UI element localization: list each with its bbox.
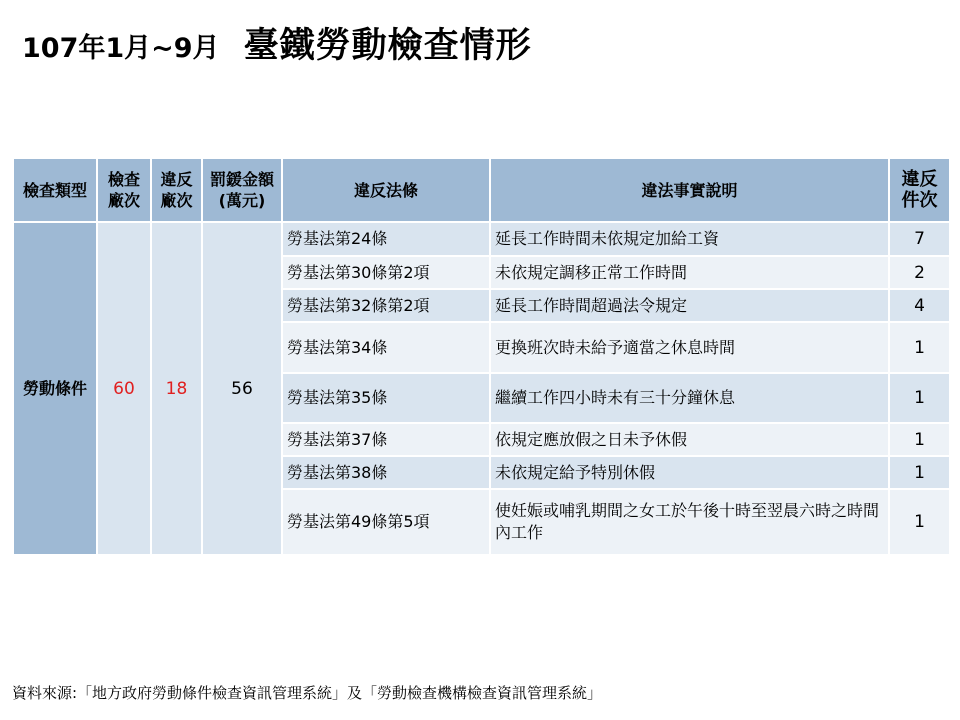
case-count: 1 [889, 322, 950, 373]
law-article: 勞基法第34條 [282, 322, 490, 373]
table-row [13, 222, 950, 256]
case-count: 4 [889, 289, 950, 322]
page-title [22, 18, 532, 78]
case-count: 2 [889, 256, 950, 289]
violation-fact: 更換班次時未給予適當之休息時間 [490, 322, 889, 373]
case-count: 1 [889, 489, 950, 555]
violation-fact: 繼續工作四小時未有三十分鐘休息 [490, 373, 889, 423]
inspection-count: 60 [97, 222, 151, 555]
title-main: 臺鐵勞動檢查情形 [243, 26, 532, 66]
violation-fact: 延長工作時間未依規定加給工資 [490, 222, 889, 256]
header-type: 檢查類型 [13, 158, 97, 222]
violation-fact: 未依規定調移正常工作時間 [490, 256, 889, 289]
header-count: 違反 件次 [889, 158, 950, 222]
case-count: 7 [889, 222, 950, 256]
case-count: 1 [889, 456, 950, 489]
law-article: 勞基法第24條 [282, 222, 490, 256]
inspection-table [12, 157, 951, 556]
fine-amount: 56 [202, 222, 282, 555]
violation-fact: 依規定應放假之日未予休假 [490, 423, 889, 456]
violation-count: 18 [151, 222, 202, 555]
violation-fact: 未依規定給予特別休假 [490, 456, 889, 489]
table-header-row [13, 158, 950, 222]
law-article: 勞基法第49條第5項 [282, 489, 490, 555]
law-article: 勞基法第35條 [282, 373, 490, 423]
case-count: 1 [889, 373, 950, 423]
header-violations: 違反 廠次 [151, 158, 202, 222]
header-fact: 違法事實說明 [490, 158, 889, 222]
data-source-note: 資料來源:「地方政府勞動條件檢查資訊管理系統」及「勞動檢查機構檢查資訊管理系統」 [12, 684, 603, 702]
header-law: 違反法條 [282, 158, 490, 222]
violation-fact: 使妊娠或哺乳期間之女工於午後十時至翌晨六時之時間內工作 [490, 489, 889, 555]
law-article: 勞基法第30條第2項 [282, 256, 490, 289]
law-article: 勞基法第38條 [282, 456, 490, 489]
header-fine: 罰鍰金額 (萬元) [202, 158, 282, 222]
violation-fact: 延長工作時間超過法令規定 [490, 289, 889, 322]
law-article: 勞基法第32條第2項 [282, 289, 490, 322]
title-period: 107年1月~9月 [22, 33, 220, 64]
case-count: 1 [889, 423, 950, 456]
header-inspections: 檢查 廠次 [97, 158, 151, 222]
law-article: 勞基法第37條 [282, 423, 490, 456]
inspection-type: 勞動條件 [13, 222, 97, 555]
